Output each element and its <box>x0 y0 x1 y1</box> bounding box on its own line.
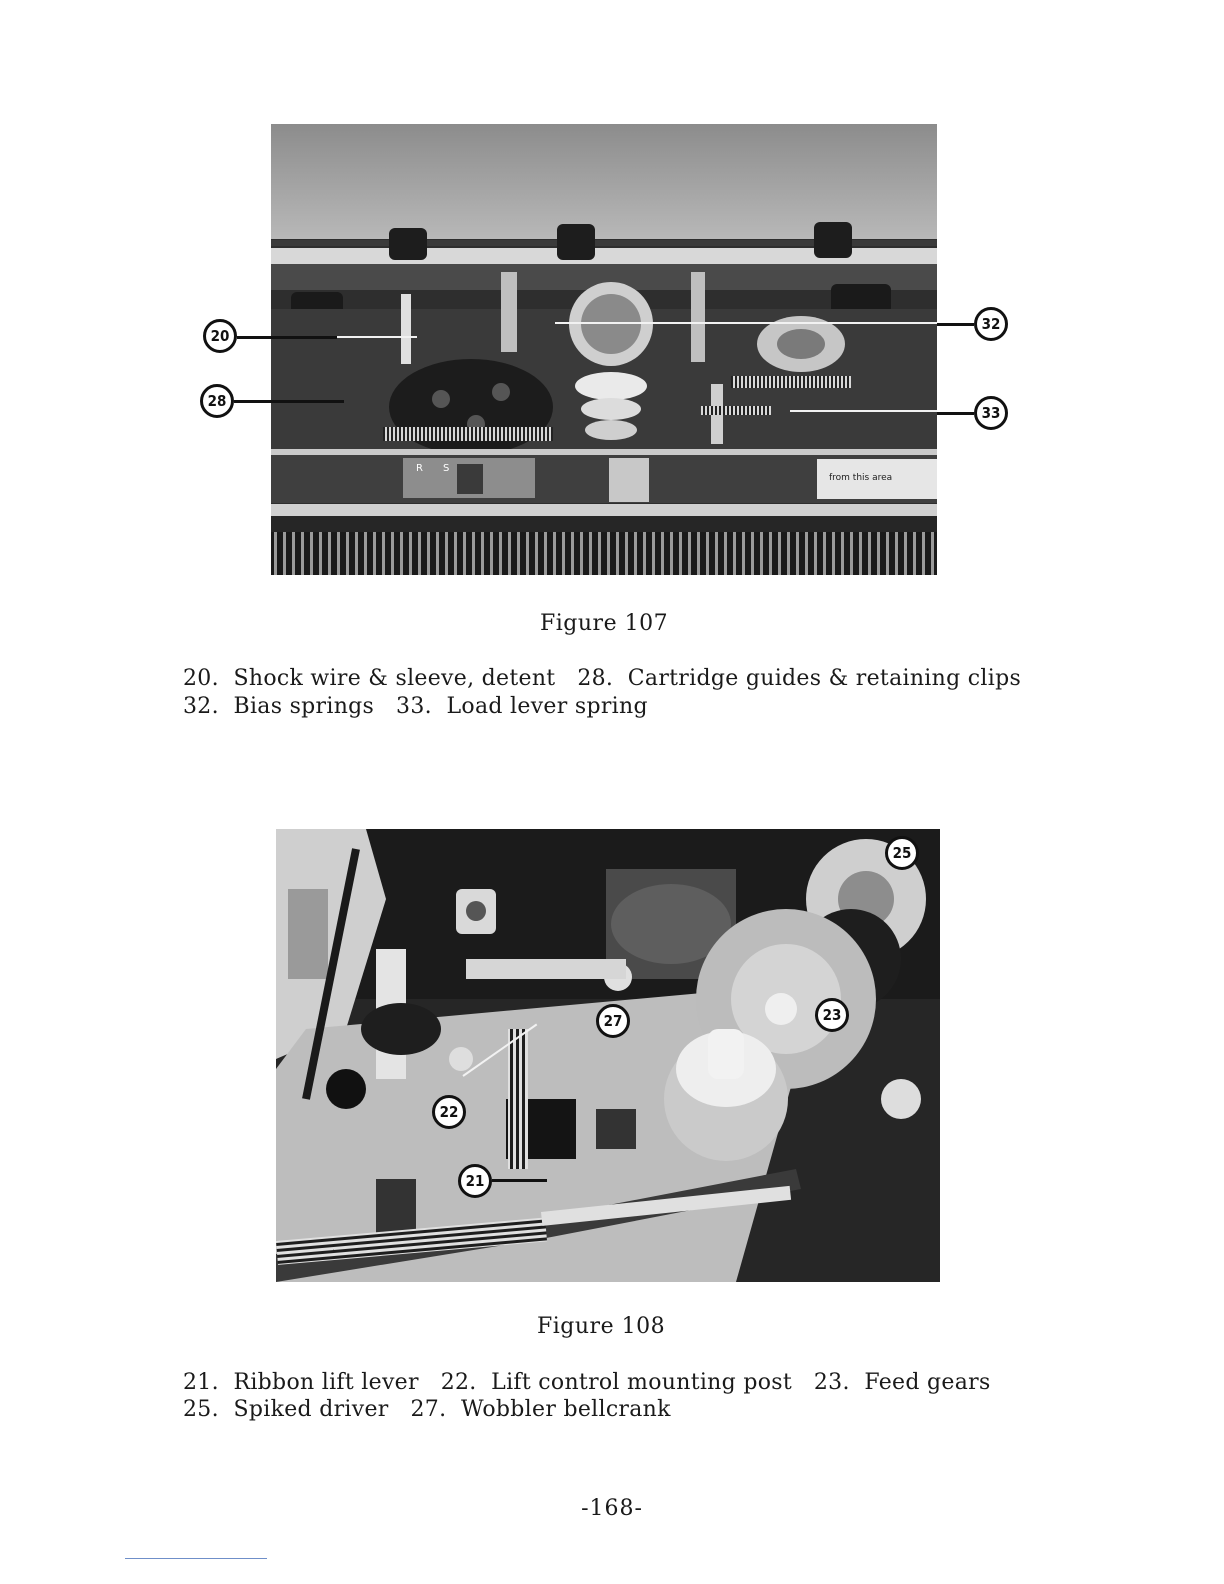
figure-107-caption: Figure 107 <box>540 611 669 636</box>
callout-22: 22 <box>432 1095 466 1129</box>
leader-line-21 <box>492 1179 547 1182</box>
page-number: -168- <box>581 1496 643 1521</box>
leader-line-28 <box>234 400 344 403</box>
callout-25: 25 <box>885 836 919 870</box>
figure-108-photo <box>276 829 940 1282</box>
figure-107-photo <box>271 124 937 575</box>
callout-23: 23 <box>815 998 849 1032</box>
key-r-label: R <box>416 463 423 474</box>
callout-20: 20 <box>203 319 237 353</box>
figure-108-legend-line-1: 21. Ribbon lift lever 22. Lift control mounting post 23. Feed gears <box>183 1370 991 1395</box>
leader-line-32-inner <box>555 322 937 324</box>
key-s-label: S <box>443 463 450 474</box>
figure-108-caption: Figure 108 <box>537 1314 666 1339</box>
leader-line-33 <box>937 412 974 415</box>
footer-rule <box>125 1558 267 1559</box>
leader-line-20-tip <box>337 336 417 338</box>
leader-line-33-inner <box>790 410 937 412</box>
leader-line-32 <box>937 323 974 326</box>
figure-107-legend-line-2: 32. Bias springs 33. Load lever spring <box>183 694 648 719</box>
leader-line-20 <box>237 336 337 339</box>
callout-33: 33 <box>974 396 1008 430</box>
callout-32: 32 <box>974 307 1008 341</box>
callout-21: 21 <box>458 1164 492 1198</box>
callout-28: 28 <box>200 384 234 418</box>
area-label: from this area <box>829 473 893 483</box>
figure-107-legend-line-1: 20. Shock wire & sleeve, detent 28. Cartridge guides & retaining clips <box>183 666 1022 691</box>
figure-108-legend-line-2: 25. Spiked driver 27. Wobbler bellcrank <box>183 1397 671 1422</box>
callout-27: 27 <box>596 1004 630 1038</box>
